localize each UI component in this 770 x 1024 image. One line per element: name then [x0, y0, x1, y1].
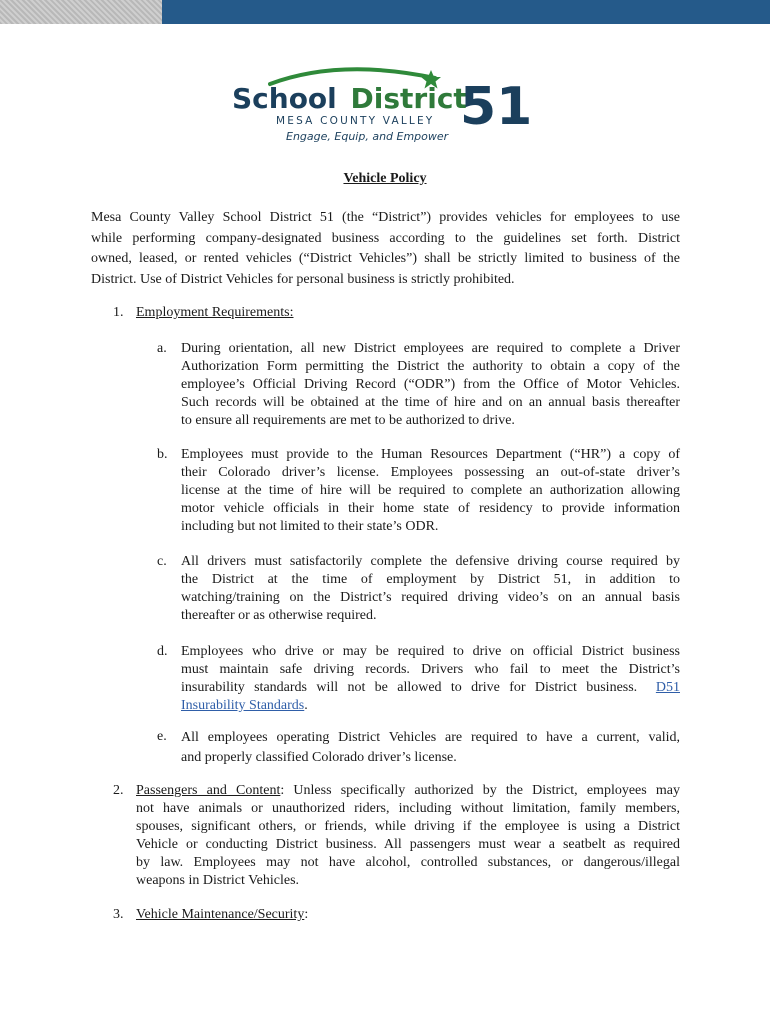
intro-line: Mesa County Valley School District 51 (the “District”) provides vehicles for employees to use — [91, 210, 680, 225]
item-a-letter: a. — [157, 341, 167, 356]
section3-heading: Vehicle Maintenance/Security — [136, 907, 305, 922]
section2-line: by law. Employees may not have alcohol, controlled substances, or dangerous/illegal — [136, 855, 680, 870]
item-d-line: must maintain safe driving records. Drivers who fail to meet the District’s — [181, 662, 680, 677]
item-d-line-text: insurability standards will not be allowed to drive for District business. — [181, 680, 638, 695]
section1-heading: Employment Requirements: — [136, 305, 294, 320]
section3-number: 3. — [113, 907, 124, 922]
section3-heading-colon: : — [304, 907, 309, 922]
item-d-text — [181, 643, 680, 715]
item-b-line: license at the time of hire will be required to complete an authorization allowing — [181, 483, 680, 498]
item-c-text — [181, 553, 680, 625]
section2-line: weapons in District Vehicles. — [136, 873, 300, 888]
item-d-line — [181, 679, 680, 697]
top-header-bar — [0, 0, 770, 24]
logo-tagline: Engage, Equip, and Empower — [286, 130, 449, 143]
item-e-line: and properly classified Colorado driver’s license. — [181, 750, 457, 765]
item-d-line — [181, 697, 680, 715]
svg-text:School District — [232, 82, 467, 115]
section2-first-line: : Unless specifically authorized by the District, employees may — [280, 783, 680, 798]
item-b-letter: b. — [157, 447, 168, 462]
section2-line — [136, 782, 680, 800]
section2-line: spouses, significant others, or friends, while driving if the employee is using a District — [136, 819, 680, 834]
logo-number: 51 — [460, 77, 533, 137]
header-bar-blue-segment — [162, 0, 770, 24]
logo-graphic — [230, 62, 533, 146]
item-b-text — [181, 446, 680, 536]
item-c-line: thereafter or as otherwise required. — [181, 608, 377, 623]
section3-heading-line — [136, 906, 308, 924]
item-b-line: including but not limited to their state’s ODR. — [181, 519, 439, 534]
item-a-line: employee’s Official Driving Record (“ODR”) from the Office of Motor Vehicles. — [181, 377, 680, 392]
section2-number: 2. — [113, 783, 124, 798]
item-b-line: Employees must provide to the Human Resources Department (“HR”) a copy of — [181, 447, 680, 462]
intro-line: while performing company-designated business according to the guidelines set forth. District — [91, 230, 680, 246]
school-district-logo — [230, 62, 533, 146]
document-title: Vehicle Policy — [343, 171, 427, 186]
item-a-text — [181, 340, 680, 430]
d51-insurability-link-part1[interactable]: D51 — [655, 680, 680, 695]
item-d-line: Employees who drive or may be required to drive on official District business — [181, 644, 680, 659]
intro-line: owned, leased, or rented vehicles (“District Vehicles”) shall be strictly limited to business of the — [91, 251, 680, 266]
item-c-line: watching/training on the District’s required driving video’s on an annual basis — [181, 590, 680, 605]
item-b-line: their Colorado driver’s license. Employees possessing an out-of-state driver’s — [181, 465, 680, 480]
section2-line: Vehicle or conducting District business. All passengers must wear a seatbelt as required — [136, 837, 680, 852]
section2-heading: Passengers and Content — [136, 783, 281, 798]
section2-line: not have animals or unauthorized riders, including without limitation, family members, — [136, 801, 680, 816]
logo-subtitle: MESA COUNTY VALLEY — [276, 115, 435, 127]
d51-insurability-link-part2[interactable]: Insurability Standards — [181, 698, 305, 713]
item-e-line: All employees operating District Vehicles are required to have a current, valid, — [181, 730, 680, 745]
item-b-line: motor vehicle officials in their home state of residency to provide information — [181, 501, 680, 516]
item-c-line: All drivers must satisfactorily complete the defensive driving course required by — [181, 554, 680, 569]
item-a-line: During orientation, all new District employees are required to complete a Driver — [181, 341, 680, 356]
item-e-letter: e. — [157, 729, 167, 744]
item-e-text — [181, 728, 680, 768]
item-d-link-period: . — [304, 698, 308, 713]
intro-line: District. Use of District Vehicles for personal business is strictly prohibited. — [91, 271, 515, 287]
item-a-line: Such records will be obtained at the time of hire and on an annual basis thereafter — [181, 395, 680, 410]
header-bar-gray-segment — [0, 0, 162, 24]
item-d-letter: d. — [157, 644, 168, 659]
logo-name-school: School — [232, 82, 337, 115]
item-a-line: Authorization Form permitting the District the authority to obtain a copy of the — [181, 359, 680, 374]
section2-text — [136, 782, 680, 890]
logo-name-district: District — [350, 82, 467, 115]
intro-paragraph — [91, 208, 680, 290]
item-c-line: the District at the time of employment by District 51, in addition to — [181, 572, 680, 587]
item-a-line: to ensure all requirements are met to be authorized to drive. — [181, 413, 515, 428]
section1-number: 1. — [113, 305, 124, 320]
item-c-letter: c. — [157, 554, 167, 569]
